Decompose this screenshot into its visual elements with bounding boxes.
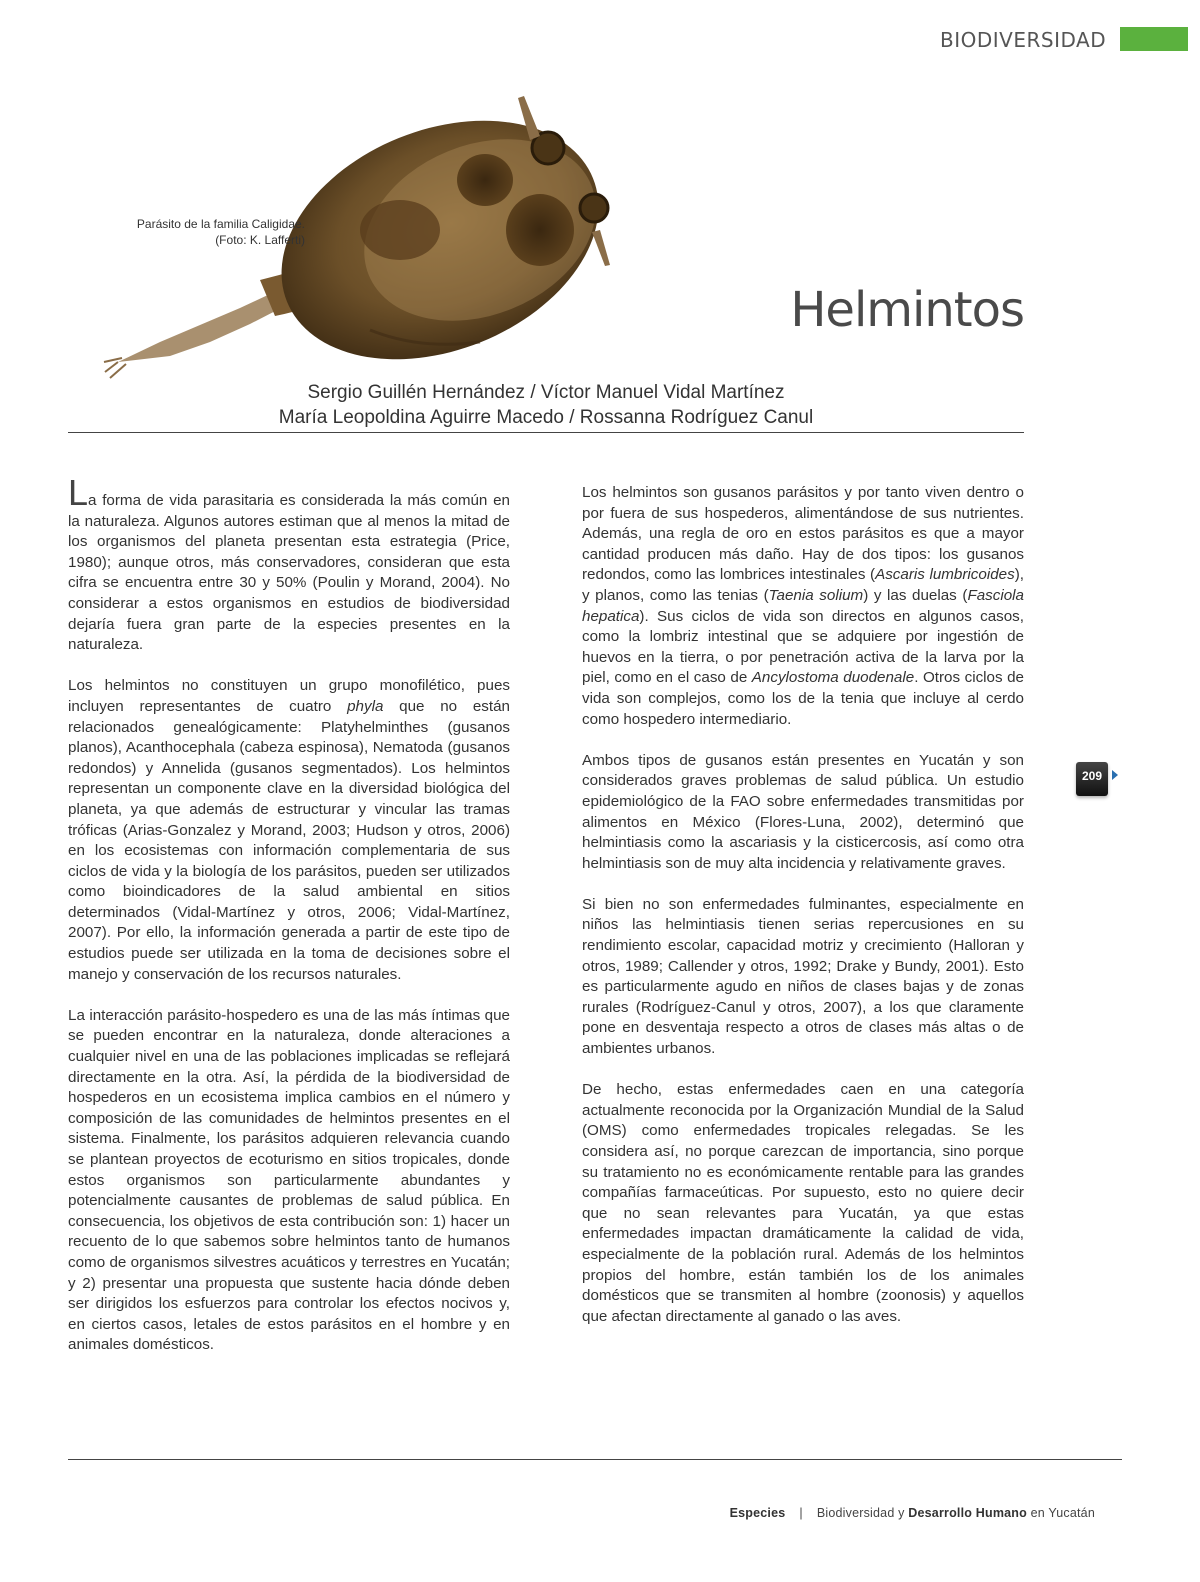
title-divider [68,432,1024,433]
left-paragraph-2-text-a: Los helmintos no constituyen un grupo monofilético, pues incluyen representantes de cuatro [68,677,510,715]
authors-line-1: Sergio Guillén Hernández / Víctor Manuel Vidal Martínez [307,382,785,403]
photo-caption [100,216,305,248]
caption-line-1: Parásito de la familia Caligidae. [136,217,305,231]
right-paragraph-1 [582,483,1024,730]
footer-section: Especies [729,1506,786,1520]
right-paragraph-1-text-e: . Otros ciclos de vida son complejos, como los de la tenia que incluye al cerdo como hospedero intermediario. [582,669,1024,728]
left-column [68,472,510,1377]
footer-book-4: en Yucatán [1026,1506,1095,1520]
authors-line-2: María Leopoldina Aguirre Macedo / Rossanna Rodríguez Canul [278,407,814,428]
page-number-badge: 209 [1076,762,1108,796]
right-paragraph-1-text-b: ), y planos, como las tenias ( [582,566,1024,604]
left-paragraph-2 [68,676,510,985]
right-paragraph-2: Ambos tipos de gusanos están presentes en Yucatán y son considerados graves problemas de salud pública. Un estudio epidemiológico de la FAO sobre enfermedades transmitidas por alimentos en México (Flores-Luna, 2002), determinó que helmintiasis como la ascariasis y la cisticercosis, así como otra helmintiasis son de muy alta incidencia y relativamente graves. [582,751,1024,872]
left-paragraph-1 [68,472,510,656]
right-paragraph-4: De hecho, estas enfermedades caen en una categoría actualmente reconocida por la Organización Mundial de la Salud (OMS) como enfermedades tropicales relegadas. Se les considera así, no porque carezcan de importancia, sino porque su tratamiento no es económicamente rentable para las grandes compañías farmaceúticas. Por supuesto, esto no quiere decir que no sean relevantes para Yucatán, ya que estas enfermedades impactan dramáticamente la calidad de vida, especialmente de la población rural. Además de los helmintos propios del hombre, están también los de los animales domésticos que se transmiten al hombre (zoonosis) y aquellos que afectan directamente al ganado o las aves. [582,1081,1024,1325]
right-column [582,483,1024,1348]
authors [68,380,1024,430]
section-label: BIODIVERSIDAD [940,28,1107,52]
species-ancylostoma: Ancylostoma duodenale [751,669,915,687]
left-paragraph-1-text: a forma de vida parasitaria es considerada la más común en la naturaleza. Algunos autores estiman que al menos la mitad de los organismos del planeta presentan esta estrategia (Price, 1980); aunque otros, más conservadores, consideran que esta cifra se encuentra entre 30 y 50% (Poulin y Morand, 2004). No considerar a estos organismos en estudios de biodiversidad dejaría fuera gran parte de la especies presentes en la naturaleza. [68,492,510,654]
right-paragraph-3: Si bien no son enfermedades fulminantes, especialmente en niños las helmintiasis tienen serias repercusiones en su rendimiento escolar, capacidad motriz y crecimiento (Halloran y otros, 1989; Callender y otros, 1992; Drake y Bundy, 2001). Esto es particularmente agudo en niños de clases bajas y de zonas rurales (Rodríguez-Canul y otros, 2007), a los que claramente pone en desventaja respecto a otros de clases más altas o de ambientes urbanos. [582,895,1024,1058]
footer-book-3: Desarrollo Humano [908,1506,1027,1520]
drop-cap: L [68,472,89,513]
footer-separator: | [799,1506,803,1520]
left-paragraph-3: La interacción parásito-hospedero es una de las más íntimas que se pueden encontrar en la naturaleza, donde alteraciones a cualquier nivel en una de las poblaciones implicadas se reflejará directamente en la otra. Así, la pérdida de la biodiversidad de hospederos en un ecosistema implica cambios en el número y composición de las comunidades de helmintos presentes en el sistema. Finalmente, los parásitos adquieren relevancia cuando se plantean proyectos de ecoturismo en sitios tropicales, donde estos organismos son particularmente abundantes y potencialmente causantes de problemas de salud pública. En consecuencia, los objetivos de esta contribución son: 1) hacer un recuento de lo que sabemos sobre helmintos tanto de humanos como de organismos silvestres acuáticos y terrestres en Yucatán; y 2) presentar una propuesta que sustente hacia dónde deben ser dirigidos los esfuerzos para controlar los efectos nocivos y, en ciertos casos, letales de estos parásitos en el hombre y en animales domésticos. [68,1006,510,1354]
footer-book-2: y [894,1506,909,1520]
right-paragraph-1-text-c: ) y las duelas ( [863,586,968,604]
right-paragraph-1-text-d: ). Sus ciclos de vida son directos en algunos casos, como la lombriz intestinal que se adquiere por ingestión de huevos en la tierra, o por penetración activa de la larva por la piel, como en el caso de [582,607,1024,687]
right-paragraph-1-text-a: Los helmintos son gusanos parásitos y por tanto viven dentro o por fuera de sus hospederos, alimentándose de sus nutrientes. Además, una regla de oro en estos parásitos es que a mayor cantidad producen más daño. Hay de dos tipos: los gusanos redondos, como las lombrices intestinales ( [582,484,1024,584]
article-title: Helmintos [790,282,1024,338]
section-accent-bar [1120,27,1188,51]
footer-divider [68,1459,1122,1460]
page-arrow-icon [1112,770,1118,780]
species-taenia: Taenia solium [768,586,864,604]
species-ascaris: Ascaris lumbricoides [875,566,1015,584]
footer-book-1: Biodiversidad [816,1506,895,1520]
footer [600,1506,1095,1520]
left-paragraph-2-text-b: que no están relacionados genealógicamente: Platyhelminthes (gusanos planos), Acanthocephala (cabeza espinosa), Nematoda (gusanos redondos) y Annelida (gusanos segmentados). Los helmintos representan un componente clave en la diversidad biológica del planeta, ya que además de estructurar y vincular las tramas tróficas (Arias-Gonzalez y Morand, 2003; Hudson y otros, 2006) en los ecosistemas con información complementaria de sus ciclos de vida y la biología de los parásitos, pueden ser utilizados como bioindicadores de la salud ambiental en sitios determinados (Vidal-Martínez y otros, 2006; Vidal-Martínez, 2007). Por ello, la información generada a partir de este tipo de estudios puede ser utilizada en la toma de decisiones sobre el manejo y conservación de los recursos naturales. [68,697,510,983]
caption-line-2: (Foto: K. Lafferti) [215,233,305,247]
term-phyla: phyla [347,697,384,715]
species-fasciola: Fasciola hepatica [582,586,1024,625]
